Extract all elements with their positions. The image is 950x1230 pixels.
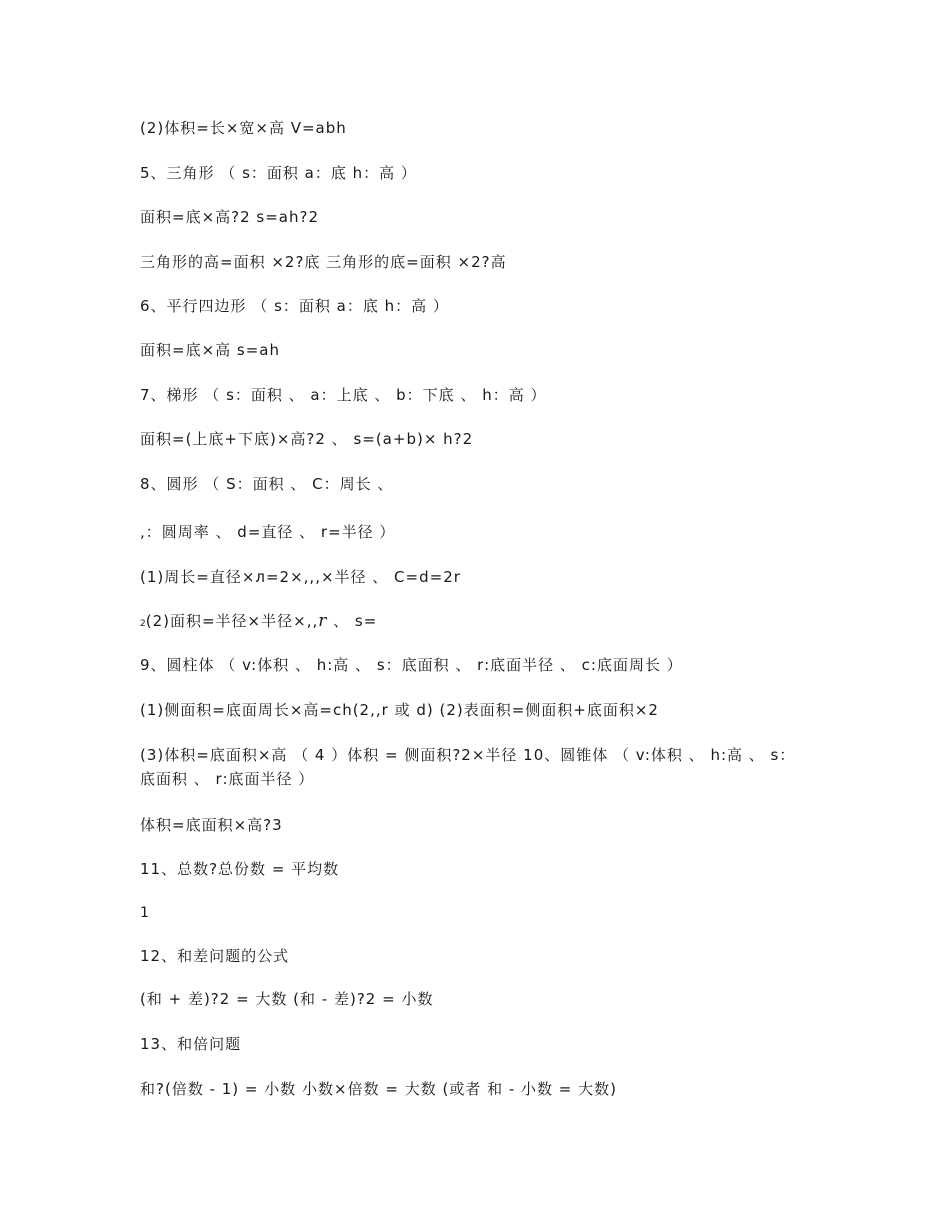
text-line-11: (1)周长=直径×л=2×,,,×半径 、 C=d=2r — [140, 568, 461, 586]
text-line-20: (和 + 差)?2 = 大数 (和 - 差)?2 = 小数 — [140, 990, 434, 1008]
text-line-17: 11、总数?总份数 = 平均数 — [140, 860, 340, 878]
text-line-3: 面积=底×高?2 s=ah?2 — [140, 208, 319, 226]
text-line-21: 13、和倍问题 — [140, 1035, 242, 1053]
text-line-2: 5、三角形 （ s：面积 a：底 h：高 ） — [140, 164, 417, 182]
text-line-8: 面积=(上底+下底)×高?2 、 s=(a+b)× h?2 — [140, 430, 474, 448]
text-line-16: 体积=底面积×高?3 — [140, 816, 283, 834]
text-line-15: (3)体积=底面积×高 （ 4 ）体积 = 侧面积?2×半径 10、圆锥体 （ v:体积 、 h:高 、 s：底面积 、 r:底面半径 ） — [140, 746, 796, 788]
text-line-4: 三角形的高=面积 ×2?底 三角形的底=面积 ×2?高 — [140, 253, 507, 271]
page-number: 1 — [140, 905, 150, 921]
text-line-1: (2)体积=长×宽×高 V=abh — [140, 119, 347, 137]
text-line-14: (1)侧面积=底面周长×高=ch(2,,r 或 d) (2)表面积=侧面积+底面积×2 — [140, 701, 659, 719]
text-line-5: 6、平行四边形 （ s：面积 a：底 h：高 ） — [140, 297, 449, 315]
text-line-10: ,：圆周率 、 d=直径 、 r=半径 ） — [140, 523, 396, 541]
text-line-6: 面积=底×高 s=ah — [140, 341, 280, 359]
text-line-19: 12、和差问题的公式 — [140, 947, 290, 965]
area-formula-text: (2)面积=半径×半径×,,r 、 s= — [145, 611, 378, 631]
text-line-7: 7、梯形 （ s：面积 、 a：上底 、 b：下底 、 h：高 ） — [140, 386, 547, 404]
italic-r: r — [318, 611, 328, 631]
text-line-13: 9、圆柱体 （ v:体积 、 h:高 、 s：底面积 、 r:底面半径 、 c:底面周长 ） — [140, 656, 683, 674]
superscript-2: 2 — [140, 619, 146, 629]
text-line-9: 8、圆形 （ S：面积 、 C：周长 、 — [140, 475, 394, 493]
text-line-22: 和?(倍数 - 1) = 小数 小数×倍数 = 大数 (或者 和 - 小数 = 大数) — [140, 1080, 617, 1098]
text-line-12 — [140, 611, 800, 634]
